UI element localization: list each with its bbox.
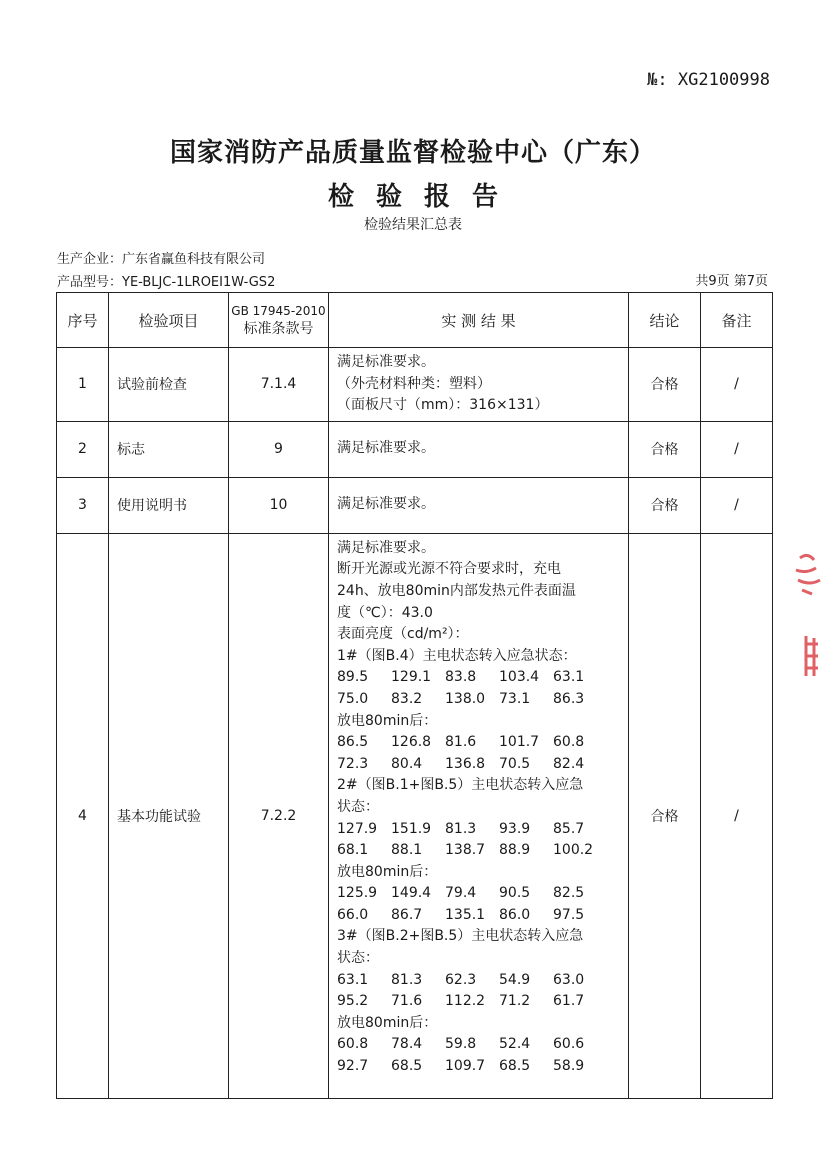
cell-seq: 4	[57, 533, 109, 1098]
luminance-value: 112.2	[445, 993, 486, 1010]
cell-clause: 7.1.4	[229, 348, 329, 422]
luminance-values-row	[337, 1034, 622, 1056]
header-standard	[229, 293, 329, 348]
luminance-value: 89.5	[337, 669, 369, 686]
cell-result	[329, 348, 629, 422]
after-discharge-label: 放电80min后：	[337, 863, 438, 880]
luminance-value: 73.1	[499, 690, 531, 707]
luminance-value: 109.7	[445, 1058, 486, 1075]
luminance-value: 68.1	[337, 842, 369, 859]
product-model: 产品型号：YE-BLJC-1LROEⅠ1W-GS2	[57, 275, 276, 290]
luminance-value: 54.9	[499, 971, 531, 988]
header-conclusion: 结论	[629, 293, 701, 348]
luminance-value: 52.4	[499, 1036, 531, 1053]
manufacturer: 生产企业：广东省赢鱼科技有限公司	[57, 252, 266, 267]
luminance-value: 86.7	[391, 906, 423, 923]
luminance-group-heading: 3#（图B.2+图B.5）主电状态转入应急	[337, 928, 584, 945]
cell-conclusion: 合格	[629, 421, 701, 477]
luminance-value: 101.7	[499, 734, 540, 751]
cell-item: 标志	[109, 421, 229, 477]
cell-clause: 10	[229, 477, 329, 533]
luminance-value: 81.3	[391, 971, 423, 988]
luminance-values-row	[337, 689, 622, 711]
luminance-values-row	[337, 970, 622, 992]
cell-item: 基本功能试验	[109, 533, 229, 1098]
luminance-value: 88.9	[499, 842, 531, 859]
result-line: 24h、放电80min内部发热元件表面温	[337, 582, 576, 599]
cell-result	[329, 533, 629, 1098]
luminance-value: 83.2	[391, 690, 423, 707]
cell-conclusion: 合格	[629, 477, 701, 533]
luminance-value: 62.3	[445, 971, 477, 988]
cell-remark: /	[701, 348, 773, 422]
luminance-value: 86.5	[337, 734, 369, 751]
luminance-value: 86.3	[553, 690, 585, 707]
luminance-value: 60.8	[337, 1036, 369, 1053]
table-row	[57, 533, 773, 1098]
report-title: 检验报告	[327, 182, 520, 212]
luminance-value: 151.9	[391, 820, 432, 837]
luminance-value: 66.0	[337, 906, 369, 923]
luminance-group-heading: 状态：	[337, 798, 379, 815]
cell-remark: /	[701, 477, 773, 533]
result-line: 断开光源或光源不符合要求时，充电	[337, 561, 561, 578]
table-row	[57, 348, 773, 422]
luminance-value: 68.5	[391, 1058, 423, 1075]
after-discharge-label: 放电80min后：	[337, 712, 438, 729]
report-number: №: XG2100998	[647, 70, 770, 90]
table-row	[57, 421, 773, 477]
luminance-value: 129.1	[391, 669, 432, 686]
cell-seq: 2	[57, 421, 109, 477]
luminance-value: 78.4	[391, 1036, 423, 1053]
luminance-value: 93.9	[499, 820, 531, 837]
table-row	[57, 477, 773, 533]
header-standard-line2: 标准条款号	[243, 321, 314, 337]
luminance-value: 79.4	[445, 885, 477, 902]
luminance-value: 126.8	[391, 734, 432, 751]
organization-title: 国家消防产品质量监督检验中心（广东）	[169, 138, 656, 168]
luminance-value: 127.9	[337, 820, 378, 837]
result-line: 满足标准要求。	[337, 496, 435, 513]
header-item: 检验项目	[109, 293, 229, 348]
result-line: 度（℃）：43.0	[337, 604, 433, 621]
luminance-groups	[337, 646, 622, 1078]
report-subtitle: 检验结果汇总表	[364, 217, 462, 233]
luminance-value: 136.8	[445, 755, 486, 772]
luminance-values-row	[337, 819, 622, 841]
cell-remark: /	[701, 421, 773, 477]
luminance-value: 75.0	[337, 690, 369, 707]
luminance-value: 95.2	[337, 993, 369, 1010]
luminance-values-row	[337, 732, 622, 754]
cell-item: 使用说明书	[109, 477, 229, 533]
cell-clause: 7.2.2	[229, 533, 329, 1098]
cell-clause: 9	[229, 421, 329, 477]
luminance-value: 149.4	[391, 885, 432, 902]
result-line: （外壳材料种类：塑料）	[337, 375, 491, 392]
header-remark: 备注	[701, 293, 773, 348]
luminance-value: 81.3	[445, 820, 477, 837]
luminance-value: 135.1	[445, 906, 486, 923]
luminance-value: 86.0	[499, 906, 531, 923]
luminance-value: 58.9	[553, 1058, 585, 1075]
cell-conclusion: 合格	[629, 348, 701, 422]
cell-seq: 3	[57, 477, 109, 533]
luminance-values-row	[337, 754, 622, 776]
luminance-value: 125.9	[337, 885, 378, 902]
result-line: 满足标准要求。	[337, 354, 435, 370]
luminance-value: 60.8	[553, 734, 585, 751]
header-seq: 序号	[57, 293, 109, 348]
luminance-value: 100.2	[553, 842, 594, 859]
luminance-value: 90.5	[499, 885, 531, 902]
result-line: 满足标准要求。	[337, 440, 435, 457]
luminance-group-heading: 2#（图B.1+图B.5）主电状态转入应急	[337, 777, 584, 794]
cell-item: 试验前检查	[109, 348, 229, 422]
luminance-value: 88.1	[391, 842, 423, 859]
luminance-value: 61.7	[553, 993, 585, 1010]
luminance-values-row	[337, 667, 622, 689]
luminance-values-row	[337, 905, 622, 927]
luminance-value: 82.4	[553, 755, 585, 772]
luminance-value: 97.5	[553, 906, 585, 923]
luminance-value: 103.4	[499, 669, 540, 686]
luminance-value: 138.7	[445, 842, 486, 859]
results-table	[56, 292, 773, 1099]
luminance-value: 71.2	[499, 993, 531, 1010]
luminance-value: 81.6	[445, 734, 477, 751]
luminance-value: 83.8	[445, 669, 477, 686]
result-intro	[337, 538, 622, 646]
luminance-value: 72.3	[337, 755, 369, 772]
luminance-values-row	[337, 883, 622, 905]
luminance-value: 70.5	[499, 755, 531, 772]
header-result: 实 测 结 果	[329, 293, 629, 348]
result-line: （面板尺寸（mm）：316×131）	[337, 397, 549, 414]
red-stamp-fragment	[788, 540, 826, 680]
luminance-value: 63.1	[337, 971, 369, 988]
cell-remark: /	[701, 533, 773, 1098]
luminance-value: 68.5	[499, 1058, 531, 1075]
page-info: 共9页 第7页	[695, 274, 768, 289]
luminance-value: 80.4	[391, 755, 423, 772]
luminance-group-heading: 状态：	[337, 950, 379, 967]
luminance-values-row	[337, 991, 622, 1013]
cell-result	[329, 421, 629, 477]
header-standard-line1: GB 17945-2010	[231, 304, 326, 318]
luminance-value: 92.7	[337, 1058, 369, 1075]
luminance-value: 63.0	[553, 971, 585, 988]
result-line: 满足标准要求。	[337, 539, 435, 556]
luminance-value: 60.6	[553, 1036, 585, 1053]
table-header-row	[57, 293, 773, 348]
cell-seq: 1	[57, 348, 109, 422]
luminance-values-row	[337, 1056, 622, 1078]
cell-result	[329, 477, 629, 533]
luminance-value: 82.5	[553, 885, 585, 902]
luminance-values-row	[337, 840, 622, 862]
cell-conclusion: 合格	[629, 533, 701, 1098]
luminance-group-heading: 1#（图B.4）主电状态转入应急状态：	[337, 647, 577, 664]
luminance-value: 59.8	[445, 1036, 477, 1053]
luminance-value: 71.6	[391, 993, 423, 1010]
after-discharge-label: 放电80min后：	[337, 1014, 438, 1031]
luminance-value: 138.0	[445, 690, 486, 707]
luminance-value: 85.7	[553, 820, 585, 837]
luminance-value: 63.1	[553, 669, 585, 686]
result-line: 表面亮度（cd/m²）：	[337, 626, 469, 643]
